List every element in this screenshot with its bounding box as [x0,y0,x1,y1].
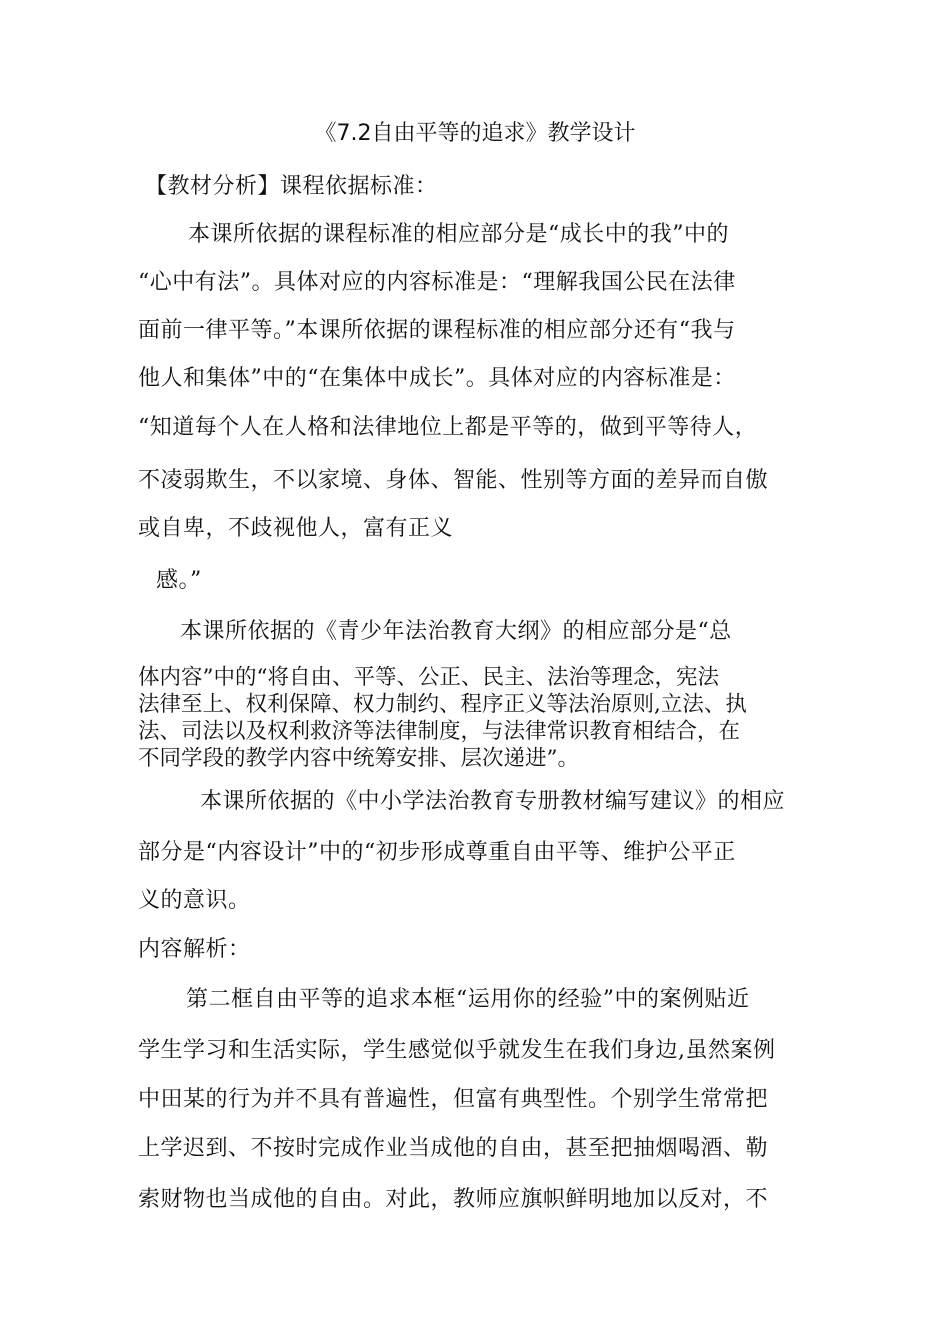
section-heading: 【教材分析】课程依据标准： [145,174,438,199]
paragraph-2-line-1: 本课所依据的《青少年法治教育大纲》的相应部分是“总 [180,619,732,644]
paragraph-1-line-1: 本课所依据的课程标准的相应部分是“成长中的我”中的 [188,222,729,247]
paragraph-4-line-1: 第二框自由平等的追求本框“运用你的经验”中的案例贴近 [186,987,750,1012]
paragraph-2-line-3: 法律至上、权利保障、权力制约、程序正义等法治原则,立法、执 [138,692,747,717]
paragraph-3-line-3: 义的意识。 [138,888,251,913]
paragraph-2-line-2: 体内容”中的“将自由、平等、公正、民主、法治等理念，宪法 [138,665,719,690]
paragraph-3-line-2: 部分是“内容设计”中的“初步形成尊重自由平等、维护公平正 [138,840,736,865]
document-title: 《7.2自由平等的追求》教学设计 [314,121,636,146]
content-analysis-heading: 内容解析： [138,937,251,962]
paragraph-2-line-5: 不同学段的教学内容中统筹安排、层次递进”。 [138,746,579,771]
paragraph-4-line-5: 索财物也当成他的自由。对此，教师应旗帜鲜明地加以反对，不 [138,1187,769,1212]
paragraph-1-line-3: 面前一律平等。”本课所依据的课程标准的相应部分还有“我与 [138,318,736,343]
paragraph-1-line-4: 他人和集体”中的“在集体中成长”。具体对应的内容标准是： [138,366,736,391]
paragraph-1-line-6: 不凌弱欺生，不以家境、身体、智能、性别等方面的差异而自傲 [138,468,769,493]
paragraph-4-line-4: 上学迟到、不按时完成作业当成他的自由，甚至把抽烟喝酒、勒 [138,1136,769,1161]
paragraph-1-line-7: 或自卑，不歧视他人，富有正义 [138,516,454,541]
paragraph-4-line-3: 中田某的行为并不具有普遍性，但富有典型性。个别学生常常把 [138,1087,769,1112]
paragraph-1-line-2: “心中有法”。具体对应的内容标准是：“理解我国公民在法律 [138,270,736,295]
paragraph-3-line-1: 本课所依据的《中小学法治教育专册教材编写建议》的相应 [200,789,786,814]
paragraph-1-line-5: “知道每个人在人格和法律地位上都是平等的，做到平等待人， [138,415,758,440]
paragraph-2-line-4: 法、司法以及权利救济等法律制度，与法律常识教育相结合，在 [138,719,741,744]
paragraph-4-line-2: 学生学习和生活实际，学生感觉似乎就发生在我们身边,虽然案例 [138,1038,776,1063]
paragraph-1-line-8: 感。” [156,568,202,593]
